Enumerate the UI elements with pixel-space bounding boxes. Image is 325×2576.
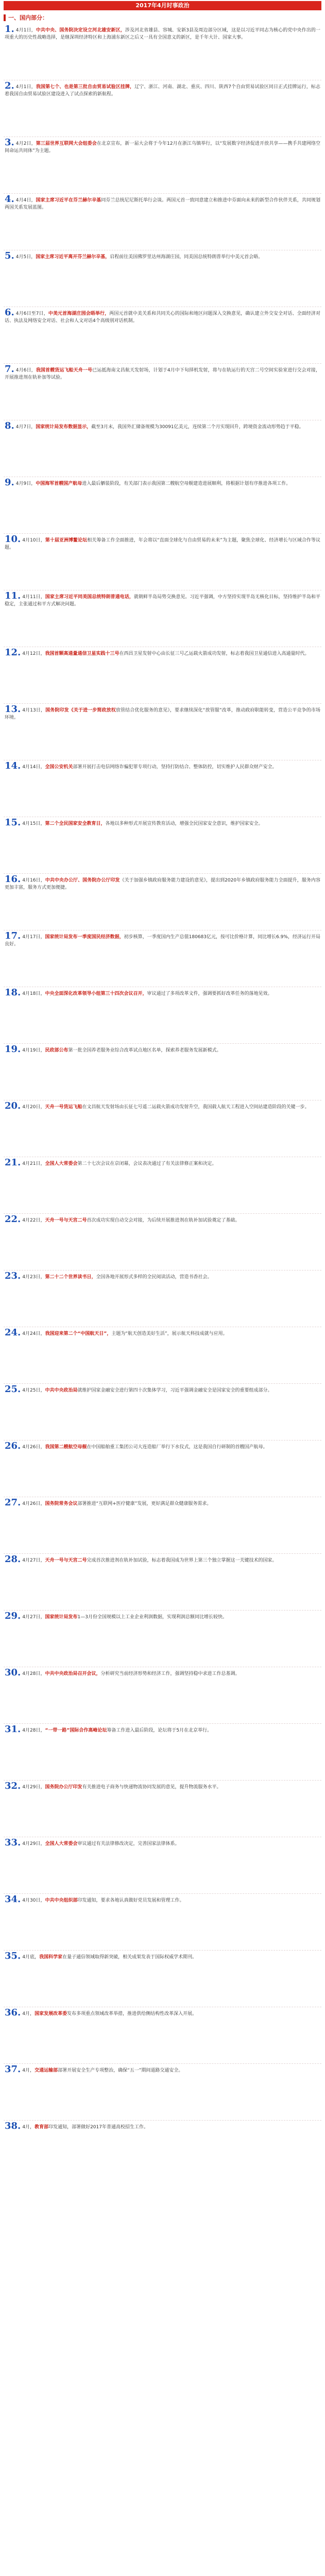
- entry-highlight: 天舟一号与天宫二号: [45, 1218, 87, 1223]
- entry-highlight: 我国首颗高通量通信卫星实践十三号: [45, 651, 119, 656]
- entry-date: 4月12日，: [22, 651, 45, 656]
- entry-highlight: 第三届世界互联网大会组委会: [36, 141, 97, 146]
- list-item: [4, 590, 321, 647]
- entry-date: 4月9日，: [15, 481, 36, 486]
- entry-number: 22.: [5, 1214, 21, 1225]
- entry-number: 21.: [5, 1157, 21, 1168]
- entry-number: 24.: [5, 1327, 21, 1338]
- entry-text: 进入最后舾装阶段，有关部门表示我国第二艘航空母舰建造进展顺利，将根据计划有序推进各项工作。: [82, 481, 291, 486]
- entry-highlight: 全国人大常委会: [45, 1161, 78, 1166]
- list-item: [4, 80, 321, 137]
- entry-number: 10.: [5, 534, 21, 545]
- entry-number: 25.: [5, 1384, 21, 1395]
- entry-date: 4月19日，: [22, 1048, 45, 1053]
- entry-highlight: 中共中央办公厅、国务院办公厅印发: [45, 878, 120, 883]
- entry-text: 第二十七次会议在京闭幕，会议表决通过了有关法律修正案和决定。: [77, 1161, 217, 1166]
- entry-number: 8.: [5, 420, 14, 431]
- entry-date: 4月，: [22, 2011, 35, 2016]
- entry-date: 4月26日，: [22, 1501, 45, 1506]
- entry-text: 在中国船舶重工集团公司大连造船厂举行下水仪式，这是我国自行研制的首艘国产航母。: [87, 1445, 268, 1450]
- entry-highlight: 国家统计局发布数据显示，: [36, 425, 92, 430]
- entry-number: 32.: [5, 1781, 21, 1791]
- entry-highlight: 我国第七个、也是第三批自由贸易试验区挂牌，: [36, 84, 135, 90]
- list-item: [4, 1894, 321, 1951]
- list-item: [4, 24, 321, 80]
- entry-text: 在文昌航天发射场由长征七号遥二运载火箭成功发射升空，我国载人航天工程进入空间站建造阶段的关键一步。: [82, 1105, 310, 1110]
- list-item: [4, 364, 321, 420]
- list-item: [4, 1100, 321, 1157]
- entry-text: 1—3月份全国规模以上工业企业利润数据，实现利润总额同比增长较快。: [77, 1615, 227, 1620]
- entry-highlight: 中共中央政治局: [45, 1388, 78, 1393]
- entry-date: 4月29日，: [22, 1841, 45, 1846]
- entry-text: 已运抵海南文昌航天发射场，计划于4月中下旬择机发射，将与在轨运行的天宫二号空间实验室进行交会对接，开展推进剂在轨补加等试验。: [5, 368, 320, 380]
- entry-text: 部署推进“互联网+医疗健康”发展，更好满足群众健康服务需求。: [77, 1501, 212, 1506]
- entry-highlight: 中共中央、国务院决定设立河北雄安新区，: [36, 28, 125, 33]
- entry-date: 4月28日，: [22, 1728, 45, 1733]
- section-label: 一、国内部分：: [8, 14, 48, 21]
- entry-date: 4月10日，: [22, 538, 45, 543]
- entry-number: 5.: [5, 250, 14, 261]
- entry-date: 4月5日，: [15, 255, 36, 260]
- entry-number: 3.: [5, 137, 14, 148]
- entry-date: 4月17日，: [22, 935, 45, 940]
- entry-date: 4月22日，: [22, 1218, 45, 1223]
- entry-highlight: 国家发展改革委: [35, 2011, 67, 2016]
- entry-text: 有关推进电子商务与快递物流协同发展的意见，提升物流服务水平。: [82, 1785, 221, 1790]
- entry-date: 4月13日，: [22, 708, 46, 713]
- list-item: [4, 1497, 321, 1554]
- entry-highlight: 我国迎来第二个“中国航天日”，: [45, 1331, 112, 1336]
- entry-number: 1.: [5, 24, 14, 35]
- entry-highlight: 中共中央组织部: [45, 1898, 78, 1903]
- entry-text: 完成首次推进剂在轨补加试验，标志着我国成为世界上第三个独立掌握这一关键技术的国家。: [87, 1558, 277, 1563]
- entry-highlight: 我国首艘货运飞船天舟一号: [36, 368, 93, 373]
- entry-date: 4月1日，: [15, 84, 36, 90]
- entry-number: 28.: [5, 1554, 21, 1565]
- entry-date: 4月14日，: [22, 765, 45, 770]
- list-item: [4, 647, 321, 704]
- entry-number: 11.: [5, 590, 21, 601]
- entry-number: 6.: [5, 307, 14, 318]
- entry-date: 4月27日，: [22, 1558, 45, 1563]
- list-item: [4, 194, 321, 250]
- list-item: [4, 1554, 321, 1611]
- entry-date: 4月24日，: [22, 1331, 45, 1336]
- entry-highlight: 交通运输部: [35, 2068, 58, 2073]
- entry-highlight: 国务院办公厅印发: [45, 1785, 82, 1790]
- list-item: [4, 1724, 321, 1781]
- entry-highlight: 第二个全民国家安全教育日，: [45, 821, 106, 826]
- entry-date: 4月11日，: [22, 595, 45, 600]
- entry-highlight: 中共中央政治局召开会议，: [45, 1671, 101, 1676]
- entry-number: 23.: [5, 1270, 21, 1281]
- entry-date: 4月26日，: [22, 1445, 45, 1450]
- entry-date: 4月23日，: [22, 1275, 45, 1280]
- entry-text: 印发通知，部署做好2017年普通高校招生工作。: [48, 2125, 148, 2130]
- page-title: 2017年4月时事政治: [4, 1, 321, 10]
- entry-highlight: 国家主席习近平离开芬兰赫尔辛基，: [36, 255, 110, 260]
- list-item: [4, 1781, 321, 1837]
- entry-highlight: 天舟一号货运飞船: [45, 1105, 82, 1110]
- entry-highlight: 中国海军首艘国产航母: [36, 481, 82, 486]
- list-item: [4, 1837, 321, 1894]
- entry-date: 4月4日，: [15, 198, 36, 203]
- entry-highlight: 民政部公布: [45, 1048, 69, 1053]
- entry-date: 4月28日，: [22, 1671, 45, 1676]
- entry-number: 12.: [5, 647, 21, 658]
- entry-list: [4, 24, 321, 2177]
- entry-text: 截至3月末，我国外汇储备规模为30091亿美元，连续第二个月实现回升，跨境资金流动形势趋于平稳。: [91, 425, 304, 430]
- entry-number: 30.: [5, 1667, 21, 1678]
- entry-text: 分析研究当前经济形势和经济工作，强调坚持稳中求进工作总基调。: [100, 1671, 240, 1676]
- entry-highlight: “一带一路”国际合作高峰论坛: [45, 1728, 107, 1733]
- list-item: [4, 250, 321, 307]
- entry-highlight: 我国第二艘航空母舰: [45, 1445, 87, 1450]
- entry-text: 就维护国家金融安全进行第四十次集体学习，习近平强调金融安全是国家安全的重要组成部分。: [77, 1388, 272, 1393]
- page: [0, 1, 325, 2182]
- entry-highlight: 教育部: [35, 2125, 49, 2130]
- entry-number: 29.: [5, 1611, 21, 1621]
- entry-text: 全国各地开展形式多样的全民阅读活动，营造书香社会。: [96, 1275, 212, 1280]
- entry-text: 各地以多种形式开展宣传教育活动，增强全民国家安全意识，维护国家安全。: [105, 821, 263, 826]
- entry-text: 两国元首就中美关系和共同关心的国际和地区问题深入交换意见，确认建立外交安全对话、全面经济对话、执法及网络安全对话、社会和人文对话4个高级别对话机制。: [5, 311, 320, 324]
- entry-number: 19.: [5, 1044, 21, 1055]
- entry-highlight: 国务院常务会议: [45, 1501, 78, 1506]
- entry-number: 16.: [5, 874, 21, 885]
- entry-date: 4月2日，: [15, 141, 36, 146]
- section-marker-icon: [4, 14, 6, 21]
- entry-number: 14.: [5, 760, 21, 771]
- entry-date: 4月18日，: [22, 991, 45, 996]
- list-item: [4, 1951, 321, 2007]
- entry-number: 33.: [5, 1837, 21, 1848]
- entry-highlight: 我国科学家: [39, 1955, 63, 1960]
- entry-text: 审议通过了多项改革文件，强调要抓好改革任务的落地见效。: [147, 991, 272, 996]
- list-item: [4, 1044, 321, 1100]
- entry-number: 36.: [5, 2007, 21, 2018]
- entry-text: 初步核算，一季度国内生产总值180683亿元，按可比价格计算，同比增长6.9%，经济运行开局良好。: [5, 935, 320, 947]
- list-item: [4, 987, 321, 1044]
- entry-number: 2.: [5, 80, 14, 91]
- list-item: [4, 760, 321, 817]
- entry-text: 相关筹备工作全面推进，年会将以“直面全球化与自由贸易的未来”为主题，聚焦全球化、经济增长与区域合作等议题。: [5, 538, 320, 550]
- entry-highlight: 第二十二个世界读书日，: [45, 1275, 96, 1280]
- list-item: [4, 1440, 321, 1497]
- list-item: [4, 1384, 321, 1440]
- list-item: [4, 1214, 321, 1270]
- entry-text: 主题为“航天创造美好生活”，展示航天科技成就与应用。: [111, 1331, 228, 1336]
- entry-date: 4月7日，: [15, 425, 36, 430]
- entry-text: 筹备工作进入最后阶段，论坛将于5月在北京举行。: [107, 1728, 212, 1733]
- list-item: [4, 307, 321, 364]
- entry-number: 31.: [5, 1724, 21, 1735]
- entry-text: 《关于加强乡镇政府服务能力建设的意见》，提出到2020年乡镇政府服务能力全面提升，服务内容更加丰富，服务方式更加便捷。: [5, 878, 320, 890]
- list-item: [4, 477, 321, 534]
- list-item: [4, 704, 321, 760]
- entry-highlight: 国家统计局发布: [45, 1615, 78, 1620]
- entry-date: 4月21日，: [22, 1161, 45, 1166]
- entry-number: 18.: [5, 987, 21, 998]
- entry-number: 37.: [5, 2064, 21, 2075]
- entry-text: 在西昌卫星发射中心由长征三号乙运载火箭成功发射，标志着我国卫星通信进入高通量时代。: [119, 651, 310, 656]
- list-item: [4, 1327, 321, 1384]
- entry-highlight: 国务院印发《关于进一步简政放权: [45, 708, 116, 713]
- entry-number: 20.: [5, 1100, 21, 1111]
- entry-date: 4月29日，: [22, 1785, 45, 1790]
- entry-text: 印发通知，要求各地认真做好党员发展和管理工作。: [77, 1898, 184, 1903]
- entry-highlight: 天舟一号与天宫二号: [45, 1558, 87, 1563]
- entry-highlight: 全国公安机关: [45, 765, 73, 770]
- entry-text: 就朝鲜半岛局势交换意见。习近平强调，中方坚持实现半岛无核化目标，坚持维护半岛和平稳定，主张通过和平方式解决问题。: [5, 595, 320, 607]
- entry-number: 4.: [5, 194, 14, 205]
- entry-text: 审议通过有关法律修改决定，完善国家法律体系。: [77, 1841, 180, 1846]
- entry-date: 4月，: [22, 2068, 35, 2073]
- list-item: [4, 930, 321, 987]
- entry-highlight: 第十届亚洲博鳌论坛: [45, 538, 88, 543]
- entry-date: 4月6日，: [15, 368, 36, 373]
- list-item: [4, 420, 321, 477]
- entry-highlight: 中央全面深化改革领导小组第三十四次会议召开，: [45, 991, 147, 996]
- entry-number: 34.: [5, 1894, 21, 1905]
- list-item: [4, 2064, 321, 2121]
- entry-highlight: 国家统计局发布一季度国民经济数据，: [45, 935, 124, 940]
- list-item: [4, 1157, 321, 1214]
- entry-number: 38.: [5, 2121, 21, 2131]
- list-item: [4, 874, 321, 930]
- entry-text: 涉及河北省雄县、容城、安新3县及周边部分区域，这是以习近平同志为核心的党中央作出的一项重大的历史性战略选择，是继深圳经济特区和上海浦东新区之后又一具有全国意义的新区，是千年大计、国家大事。: [5, 28, 321, 40]
- entry-text: 在量子通信领域取得新突破，相关成果发表于国际权威学术期刊。: [62, 1955, 197, 1960]
- list-item: [4, 137, 321, 194]
- entry-text: 首次成功实现自动交会对接，为后续开展推进剂在轨补加试验奠定了基础。: [87, 1218, 240, 1223]
- entry-highlight: 国家主席习近平同美国总统特朗普通电话，: [45, 595, 134, 600]
- entry-date: 4月27日，: [22, 1615, 45, 1620]
- entry-number: 15.: [5, 817, 21, 828]
- entry-number: 27.: [5, 1497, 21, 1508]
- entry-number: 35.: [5, 1951, 21, 1961]
- entry-text: 在北京宣布，新一届大会将于今年12月在浙江乌镇举行，以“发展数字经济促进开放共享——携手共建网络空间命运共同体”为主题。: [5, 141, 320, 154]
- entry-text: 第一批全国养老服务业综合改革试点地区名单，探索养老服务发展新模式。: [68, 1048, 221, 1053]
- entry-text: 同芬兰总统尼尼斯托举行会谈。两国元首一致同意建立和推进中芬面向未来的新型合作伙伴关系，共同规划两国关系发展蓝图。: [5, 198, 320, 210]
- list-item: [4, 817, 321, 874]
- entry-date: 4月，: [22, 2125, 35, 2130]
- entry-text: 部署开展打击电信网络诈骗犯罪专项行动，坚持打防结合、整体防控，切实维护人民群众财产安全。: [73, 765, 277, 770]
- entry-date: 4月16日，: [22, 878, 45, 883]
- entry-number: 13.: [5, 704, 21, 715]
- entry-date: 4月25日，: [22, 1388, 45, 1393]
- list-item: [4, 1667, 321, 1724]
- entry-date: 4月15日，: [22, 821, 45, 826]
- section-heading: [4, 13, 321, 22]
- entry-highlight: 全国人大常委会: [45, 1841, 78, 1846]
- list-item: [4, 1611, 321, 1667]
- entry-text: 部署开展安全生产专项整治，确保“五一”期间道路交通安全。: [58, 2068, 183, 2073]
- entry-text: 发布多项重点领域改革举措，推进供给侧结构性改革深入开展。: [67, 2011, 197, 2016]
- list-item: [4, 2121, 321, 2177]
- list-item: [4, 534, 321, 590]
- entry-text: 辽宁、浙江、河南、湖北、重庆、四川、陕西7个自由贸易试验区同日正式挂牌运行，标志着我国自由贸易试验区建设进入了试点探索的新航程。: [5, 84, 320, 97]
- entry-text: 启程前往美国佛罗里达州海湖庄园，同美国总统特朗普举行中美元首会晤。: [110, 255, 263, 260]
- entry-number: 7.: [5, 364, 14, 375]
- entry-date: 4月1日，: [15, 28, 36, 33]
- entry-number: 26.: [5, 1440, 21, 1451]
- entry-date: 4月30日，: [22, 1898, 45, 1903]
- entry-number: 9.: [5, 477, 14, 488]
- list-item: [4, 2007, 321, 2064]
- entry-date: 4月底，: [22, 1955, 40, 1960]
- entry-highlight: 中美元首海湖庄园会晤举行，: [48, 311, 110, 316]
- entry-text: 放管结合优化服务的意见》，要求继续深化“放管服”改革，推动政府职能转变，营造公平竞争的市场环境。: [5, 708, 320, 720]
- entry-date: 4月6日至7日，: [15, 311, 48, 316]
- entry-highlight: 国家主席习近平在芬兰赫尔辛基: [36, 198, 101, 203]
- list-item: [4, 1270, 321, 1327]
- entry-date: 4月20日，: [22, 1105, 45, 1110]
- entry-number: 17.: [5, 930, 21, 941]
